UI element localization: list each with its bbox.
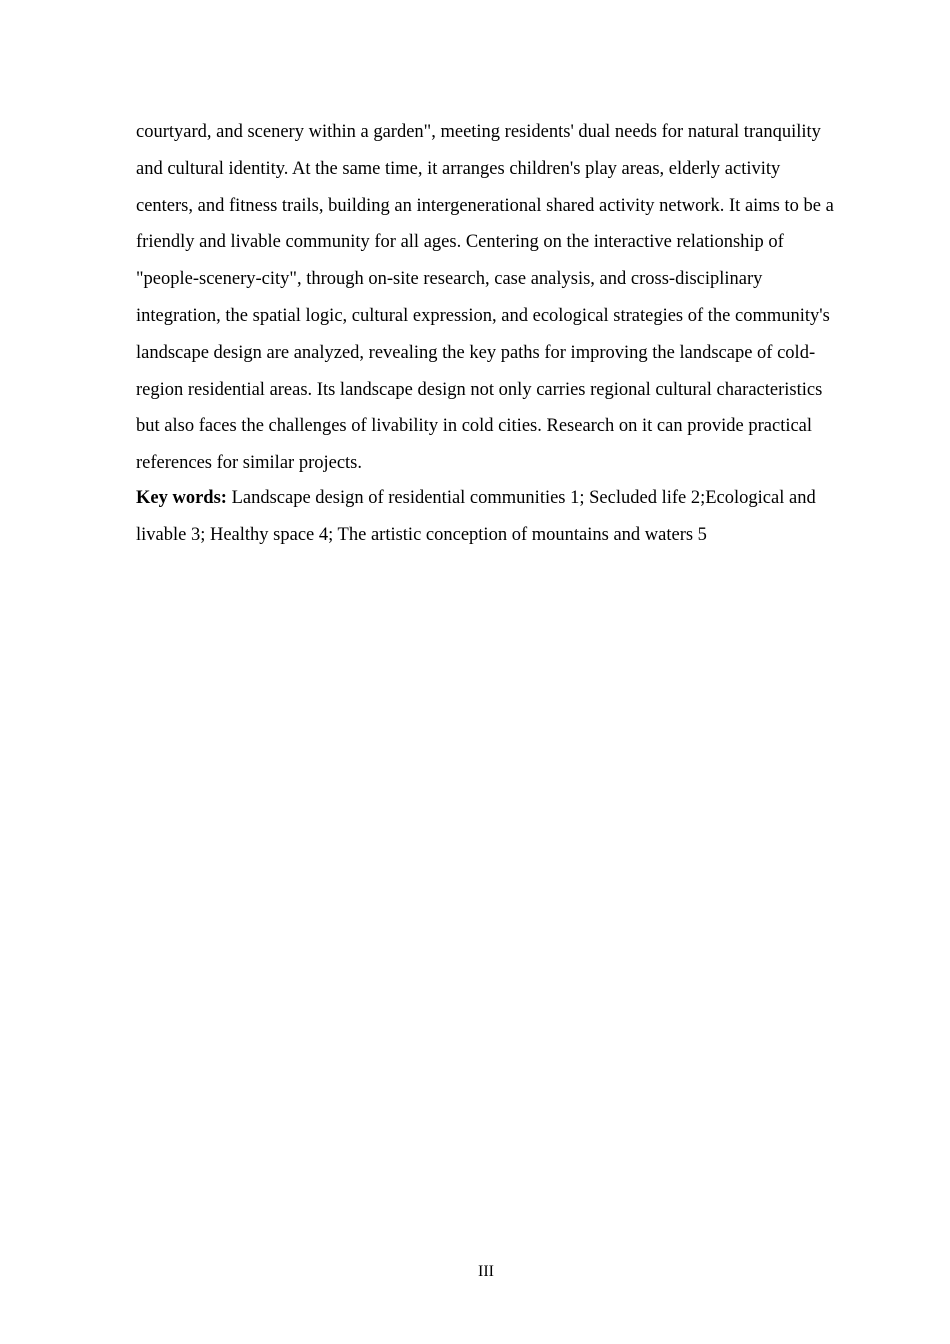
keywords-text: Landscape design of residential communities 1; Secluded life 2;Ecological and livable 3; Healthy space 4; The artistic conception of mountains and waters 5 (136, 488, 816, 545)
keywords-label: Key words: (136, 488, 227, 508)
keywords-line (136, 480, 836, 554)
abstract-paragraph: courtyard, and scenery within a garden", meeting residents' dual needs for natural tranquility and cultural identity. At the same time, it arranges children's play areas, elderly activity centers, and fitness trails, building an intergenerational shared activity network. It aims to be a friendly and livable community for all ages. Centering on the interactive relationship of "people-scenery-city", through on-site research, case analysis, and cross-disciplinary integration, the spatial logic, cultural expression, and ecological strategies of the community's landscape design are analyzed, revealing the key paths for improving the landscape of cold-region residential areas. Its landscape design not only carries regional cultural characteristics but also faces the challenges of livability in cold cities. Research on it can provide practical references for similar projects. (136, 122, 834, 474)
page-number: III (478, 1263, 494, 1280)
